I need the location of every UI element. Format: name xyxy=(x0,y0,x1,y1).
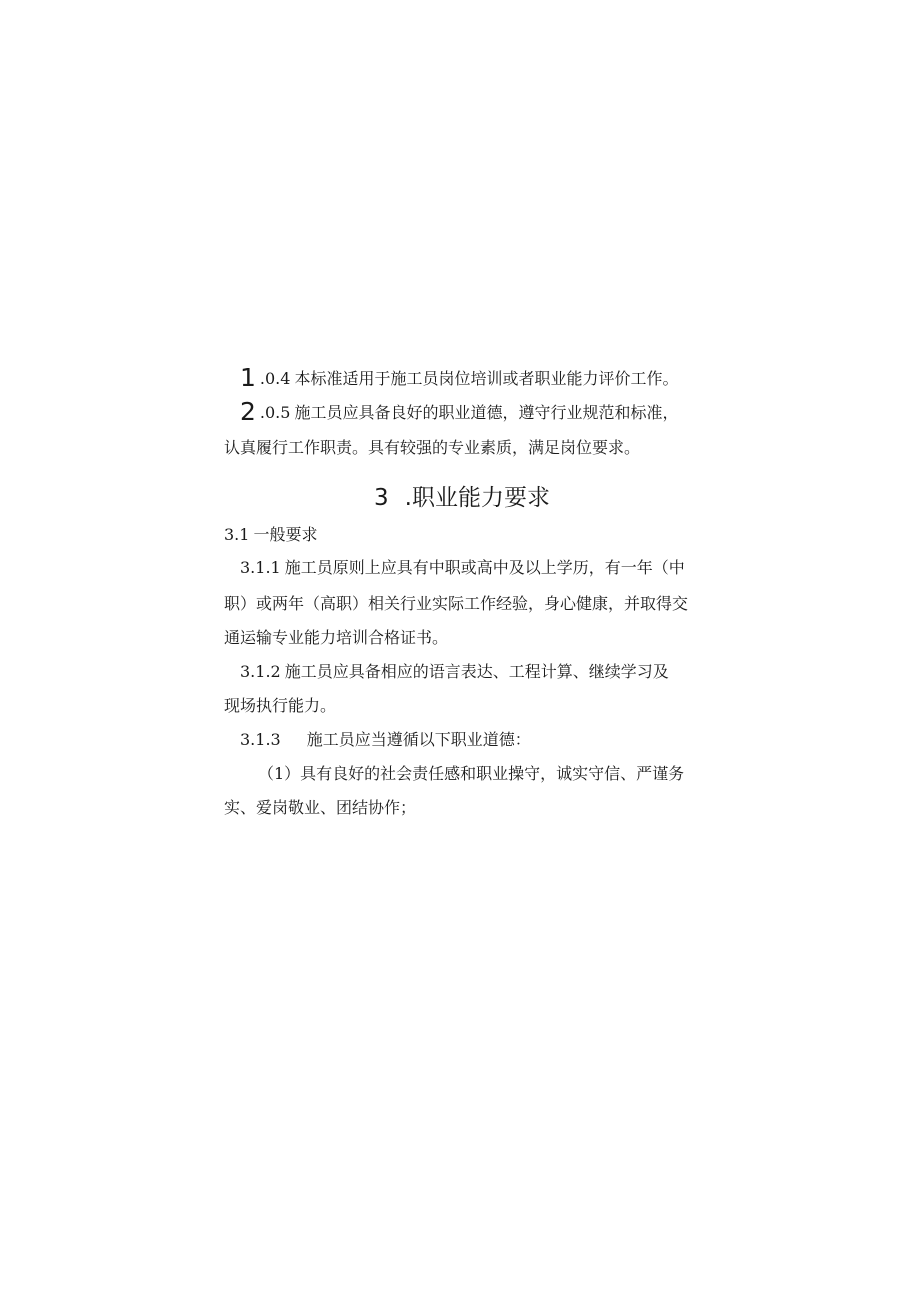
clause-text: 本标准适用于施工员岗位培训或者职业能力评价工作。 xyxy=(294,369,679,388)
list-item-1: （1）具有良好的社会责任感和职业操守，诚实守信、严谨务 xyxy=(258,764,685,783)
list-item-1-line-2: 实、爱岗敬业、团结协作； xyxy=(224,798,417,817)
clause-text: 施工员应具备相应的语言表达、工程计算、继续学习及 xyxy=(284,662,669,681)
clause-1-0-4 xyxy=(240,363,679,392)
clause-3-1-2-line-2: 现场执行能力。 xyxy=(224,696,337,715)
clause-text: 施工员原则上应具有中职或高中及以上学历，有一年（中 xyxy=(284,558,685,577)
section-number: 3 xyxy=(374,485,389,511)
clause-text: 施工员应当遵循以下职业道德： xyxy=(306,730,531,749)
subsection-title: 一般要求 xyxy=(253,525,318,544)
clause-3-1-1 xyxy=(240,558,685,578)
clause-text: 施工员应具备良好的职业道德，遵守行业规范和标准， xyxy=(294,403,679,422)
clause-1-0-5 xyxy=(240,397,679,426)
clause-lead-number: 2 xyxy=(240,397,256,426)
clause-1-0-5-continued: 认真履行工作职责。具有较强的专业素质，满足岗位要求。 xyxy=(224,438,641,457)
clause-number: .0.4 xyxy=(259,369,291,388)
clause-lead-number: 1 xyxy=(240,363,256,392)
clause-number: 3.1.1 xyxy=(240,558,281,577)
clause-number: 3.1.3 xyxy=(240,730,281,749)
clause-number: .0.5 xyxy=(259,403,291,422)
clause-3-1-1-line-2: 职）或两年（高职）相关行业实际工作经验，身心健康，并取得交 xyxy=(224,594,689,613)
clause-number: 3.1.2 xyxy=(240,662,281,681)
clause-3-1-3 xyxy=(240,730,531,750)
subsection-3-1 xyxy=(224,525,317,545)
subsection-number: 3.1 xyxy=(224,525,250,544)
clause-3-1-1-line-3: 通运输专业能力培训合格证书。 xyxy=(224,628,449,647)
clause-3-1-2 xyxy=(240,662,669,682)
section-3-heading xyxy=(374,484,550,512)
section-title: .职业能力要求 xyxy=(404,485,550,511)
